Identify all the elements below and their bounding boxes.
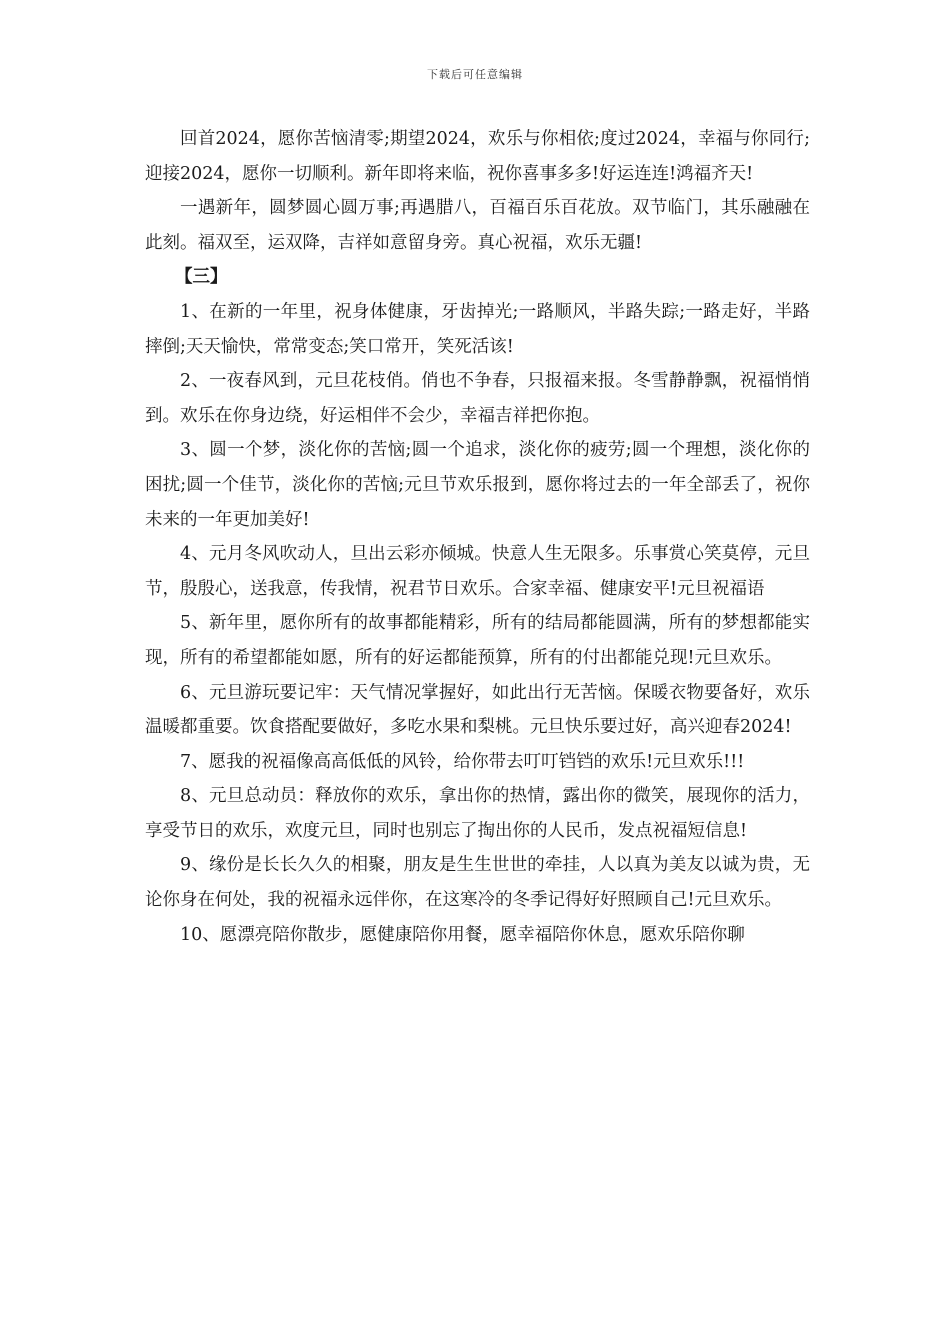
list-item-3: 3、圆一个梦，淡化你的苦恼;圆一个追求，淡化你的疲劳;圆一个理想，淡化你的困扰;圆一个佳节，淡化你的苦恼;元旦节欢乐报到，愿你将过去的一年全部丢了，祝你未来的一年更加美好!: [145, 440, 810, 530]
list-item-5: 5、新年里，愿你所有的故事都能精彩，所有的结局都能圆满，所有的梦想都能实现，所有的希望都能如愿，所有的好运都能预算，所有的付出都能兑现!元旦欢乐。: [145, 613, 810, 668]
list-item-8: 8、元旦总动员：释放你的欢乐，拿出你的热情，露出你的微笑，展现你的活力，享受节日的欢乐，欢度元旦，同时也别忘了掏出你的人民币，发点祝福短信息!: [145, 786, 810, 841]
list-item-9: 9、缘份是长长久久的相聚，朋友是生生世世的牵挂，人以真为美友以诚为贵，无论你身在何处，我的祝福永远伴你，在这寒冷的冬季记得好好照顾自己!元旦欢乐。: [145, 855, 810, 911]
document-body: [145, 122, 810, 952]
list-item-7: 7、愿我的祝福像高高低低的风铃，给你带去叮叮铛铛的欢乐!元旦欢乐!!!: [180, 751, 745, 772]
list-item-2: 2、一夜春风到，元旦花枝俏。俏也不争春，只报福来报。冬雪静静飘，祝福悄悄到。欢乐在你身边绕，好运相伴不会少，幸福吉祥把你抱。: [145, 371, 810, 426]
intro-paragraph-2: 一遇新年，圆梦圆心圆万事;再遇腊八，百福百乐百花放。双节临门，其乐融融在此刻。福双至，运双降，吉祥如意留身旁。真心祝福，欢乐无疆!: [145, 198, 810, 253]
list-item-10: 10、愿漂亮陪你散步，愿健康陪你用餐，愿幸福陪你休息，愿欢乐陪你聊: [180, 924, 745, 945]
list-item-6: 6、元旦游玩要记牢：天气情况掌握好，如此出行无苦恼。保暖衣物要备好，欢乐温暖都重要。饮食搭配要做好，多吃水果和梨桃。元旦快乐要过好，高兴迎春2024!: [145, 682, 810, 738]
list-item-4: 4、元月冬风吹动人，旦出云彩亦倾城。快意人生无限多。乐事赏心笑莫停，元旦节，殷殷心，送我意，传我情，祝君节日欢乐。合家幸福、健康安平!元旦祝福语: [145, 544, 810, 599]
section-heading: 【三】: [175, 267, 228, 288]
list-item-1: 1、在新的一年里，祝身体健康，牙齿掉光;一路顺风，半路失踪;一路走好，半路摔倒;天天愉快，常常变态;笑口常开，笑死活该!: [145, 301, 810, 357]
page-header: 下载后可任意编辑: [427, 68, 523, 81]
intro-paragraph-1: 回首2024，愿你苦恼清零;期望2024，欢乐与你相依;度过2024，幸福与你同行;迎接2024，愿你一切顺利。新年即将来临，祝你喜事多多!好运连连!鸿福齐天!: [145, 129, 810, 184]
